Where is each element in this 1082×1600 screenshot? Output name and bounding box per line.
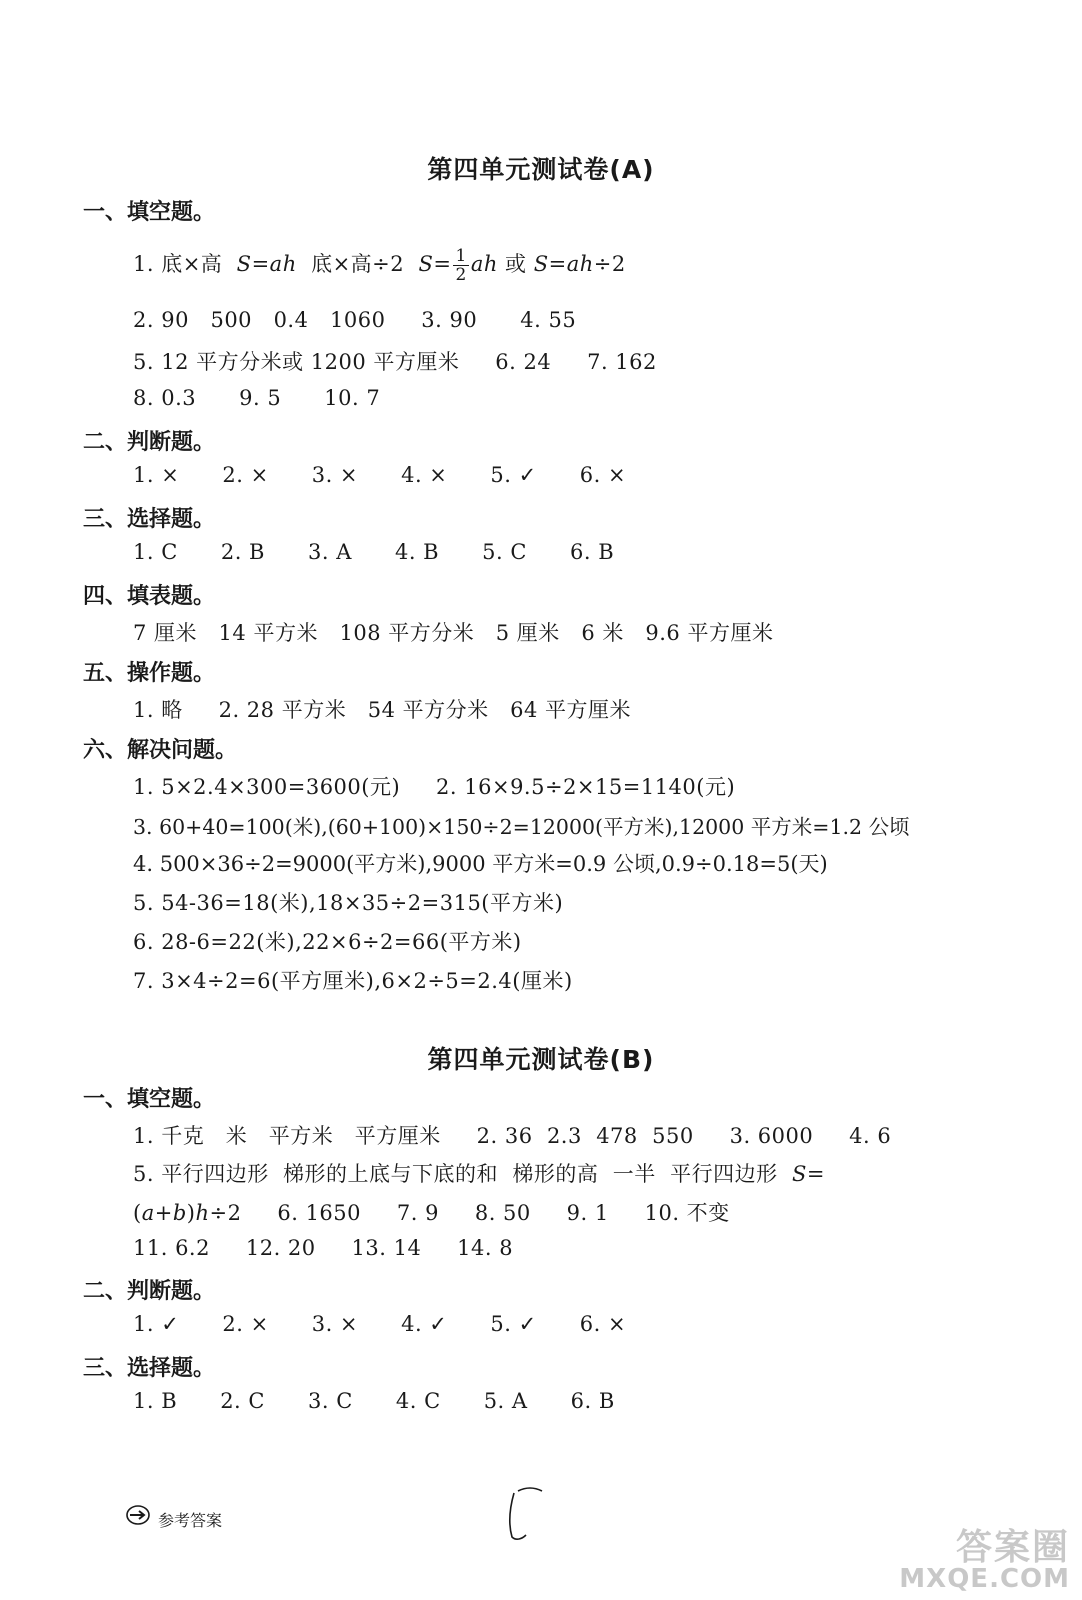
a-s3-line-1: 1. C 2. B 3. A 4. B 5. C 6. B (133, 540, 615, 564)
a-section-4-heading: 四、填表题。 (83, 584, 216, 609)
footer-label: 参考答案 (158, 1511, 223, 1530)
b-section-3-heading: 三、选择题。 (83, 1356, 216, 1381)
a-section-2-heading: 二、判断题。 (83, 430, 216, 455)
b-s1-line-4: 11. 6.2 12. 20 13. 14 14. 8 (133, 1236, 514, 1260)
a-s4-line-1: 7 厘米 14 平方米 108 平方分米 5 厘米 6 米 9.6 平方厘米 (133, 621, 774, 645)
a-s6-line-5: 6. 28-6=22(米),22×6÷2=66(平方米) (133, 930, 522, 954)
a-s5-line-1: 1. 略 2. 28 平方米 54 平方分米 64 平方厘米 (133, 698, 632, 722)
a-section-6-heading: 六、解决问题。 (83, 738, 238, 763)
fraction-one-half: $\frac{1}{2}$ (455, 246, 467, 285)
b-s1-line-2: 5. 平行四边形 梯形的上底与下底的和 梯形的高 一半 平行四边形 S= (133, 1162, 825, 1186)
b-section-1-heading: 一、填空题。 (83, 1087, 216, 1112)
a-s6-line-3: 4. 500×36÷2=9000(平方米),9000 平方米=0.9 公顷,0.9÷0.18=5(天) (133, 852, 828, 876)
a-section-5-heading: 五、操作题。 (83, 661, 216, 686)
watermark-cn: 答案圈 (955, 1527, 1070, 1568)
test-b-title: 第四单元测试卷(B) (427, 1045, 655, 1074)
a-s2-line-1: 1. × 2. × 3. × 4. × 5. ✓ 6. × (133, 463, 627, 487)
a-section-3-heading: 三、选择题。 (83, 507, 216, 532)
a-s6-line-2: 3. 60+40=100(米),(60+100)×150÷2=12000(平方米),12000 平方米=1.2 公顷 (133, 815, 910, 839)
b-s1-line-1: 1. 千克 米 平方米 平方厘米 2. 36 2.3 478 550 3. 6000 4. 6 (133, 1124, 892, 1148)
watermark (899, 1527, 1070, 1594)
b-s1-line-3: (a+b)h÷2 6. 1650 7. 9 8. 50 9. 1 10. 不变 (133, 1201, 730, 1225)
arrow-badge-icon (126, 1505, 150, 1525)
watermark-en: MXQE.COM (899, 1564, 1070, 1594)
b-s3-line-1: 1. B 2. C 3. C 4. C 5. A 6. B (133, 1389, 615, 1413)
a-s6-line-1: 1. 5×2.4×300=3600(元) 2. 16×9.5÷2×15=1140(元) (133, 775, 736, 799)
a-s6-line-6: 7. 3×4÷2=6(平方厘米),6×2÷5=2.4(厘米) (133, 969, 573, 993)
b-section-2-heading: 二、判断题。 (83, 1279, 216, 1304)
handwritten-mark (500, 1485, 550, 1545)
test-a-title: 第四单元测试卷(A) (427, 155, 655, 184)
a-s1-line-2: 2. 90 500 0.4 1060 3. 90 4. 55 (133, 308, 577, 332)
a-s1-line-1: 1. 底×高 S=ah 底×高÷2 S= $\frac{1}{2}$ ah 或 S=ah÷2 (133, 246, 626, 285)
a-s1-line-4: 8. 0.3 9. 5 10. 7 (133, 386, 381, 410)
a-s1-line-3: 5. 12 平方分米或 1200 平方厘米 6. 24 7. 162 (133, 350, 657, 374)
a-s6-line-4: 5. 54-36=18(米),18×35÷2=315(平方米) (133, 891, 564, 915)
b-s2-line-1: 1. ✓ 2. × 3. × 4. ✓ 5. ✓ 6. × (133, 1312, 627, 1336)
a-section-1-heading: 一、填空题。 (83, 200, 216, 225)
